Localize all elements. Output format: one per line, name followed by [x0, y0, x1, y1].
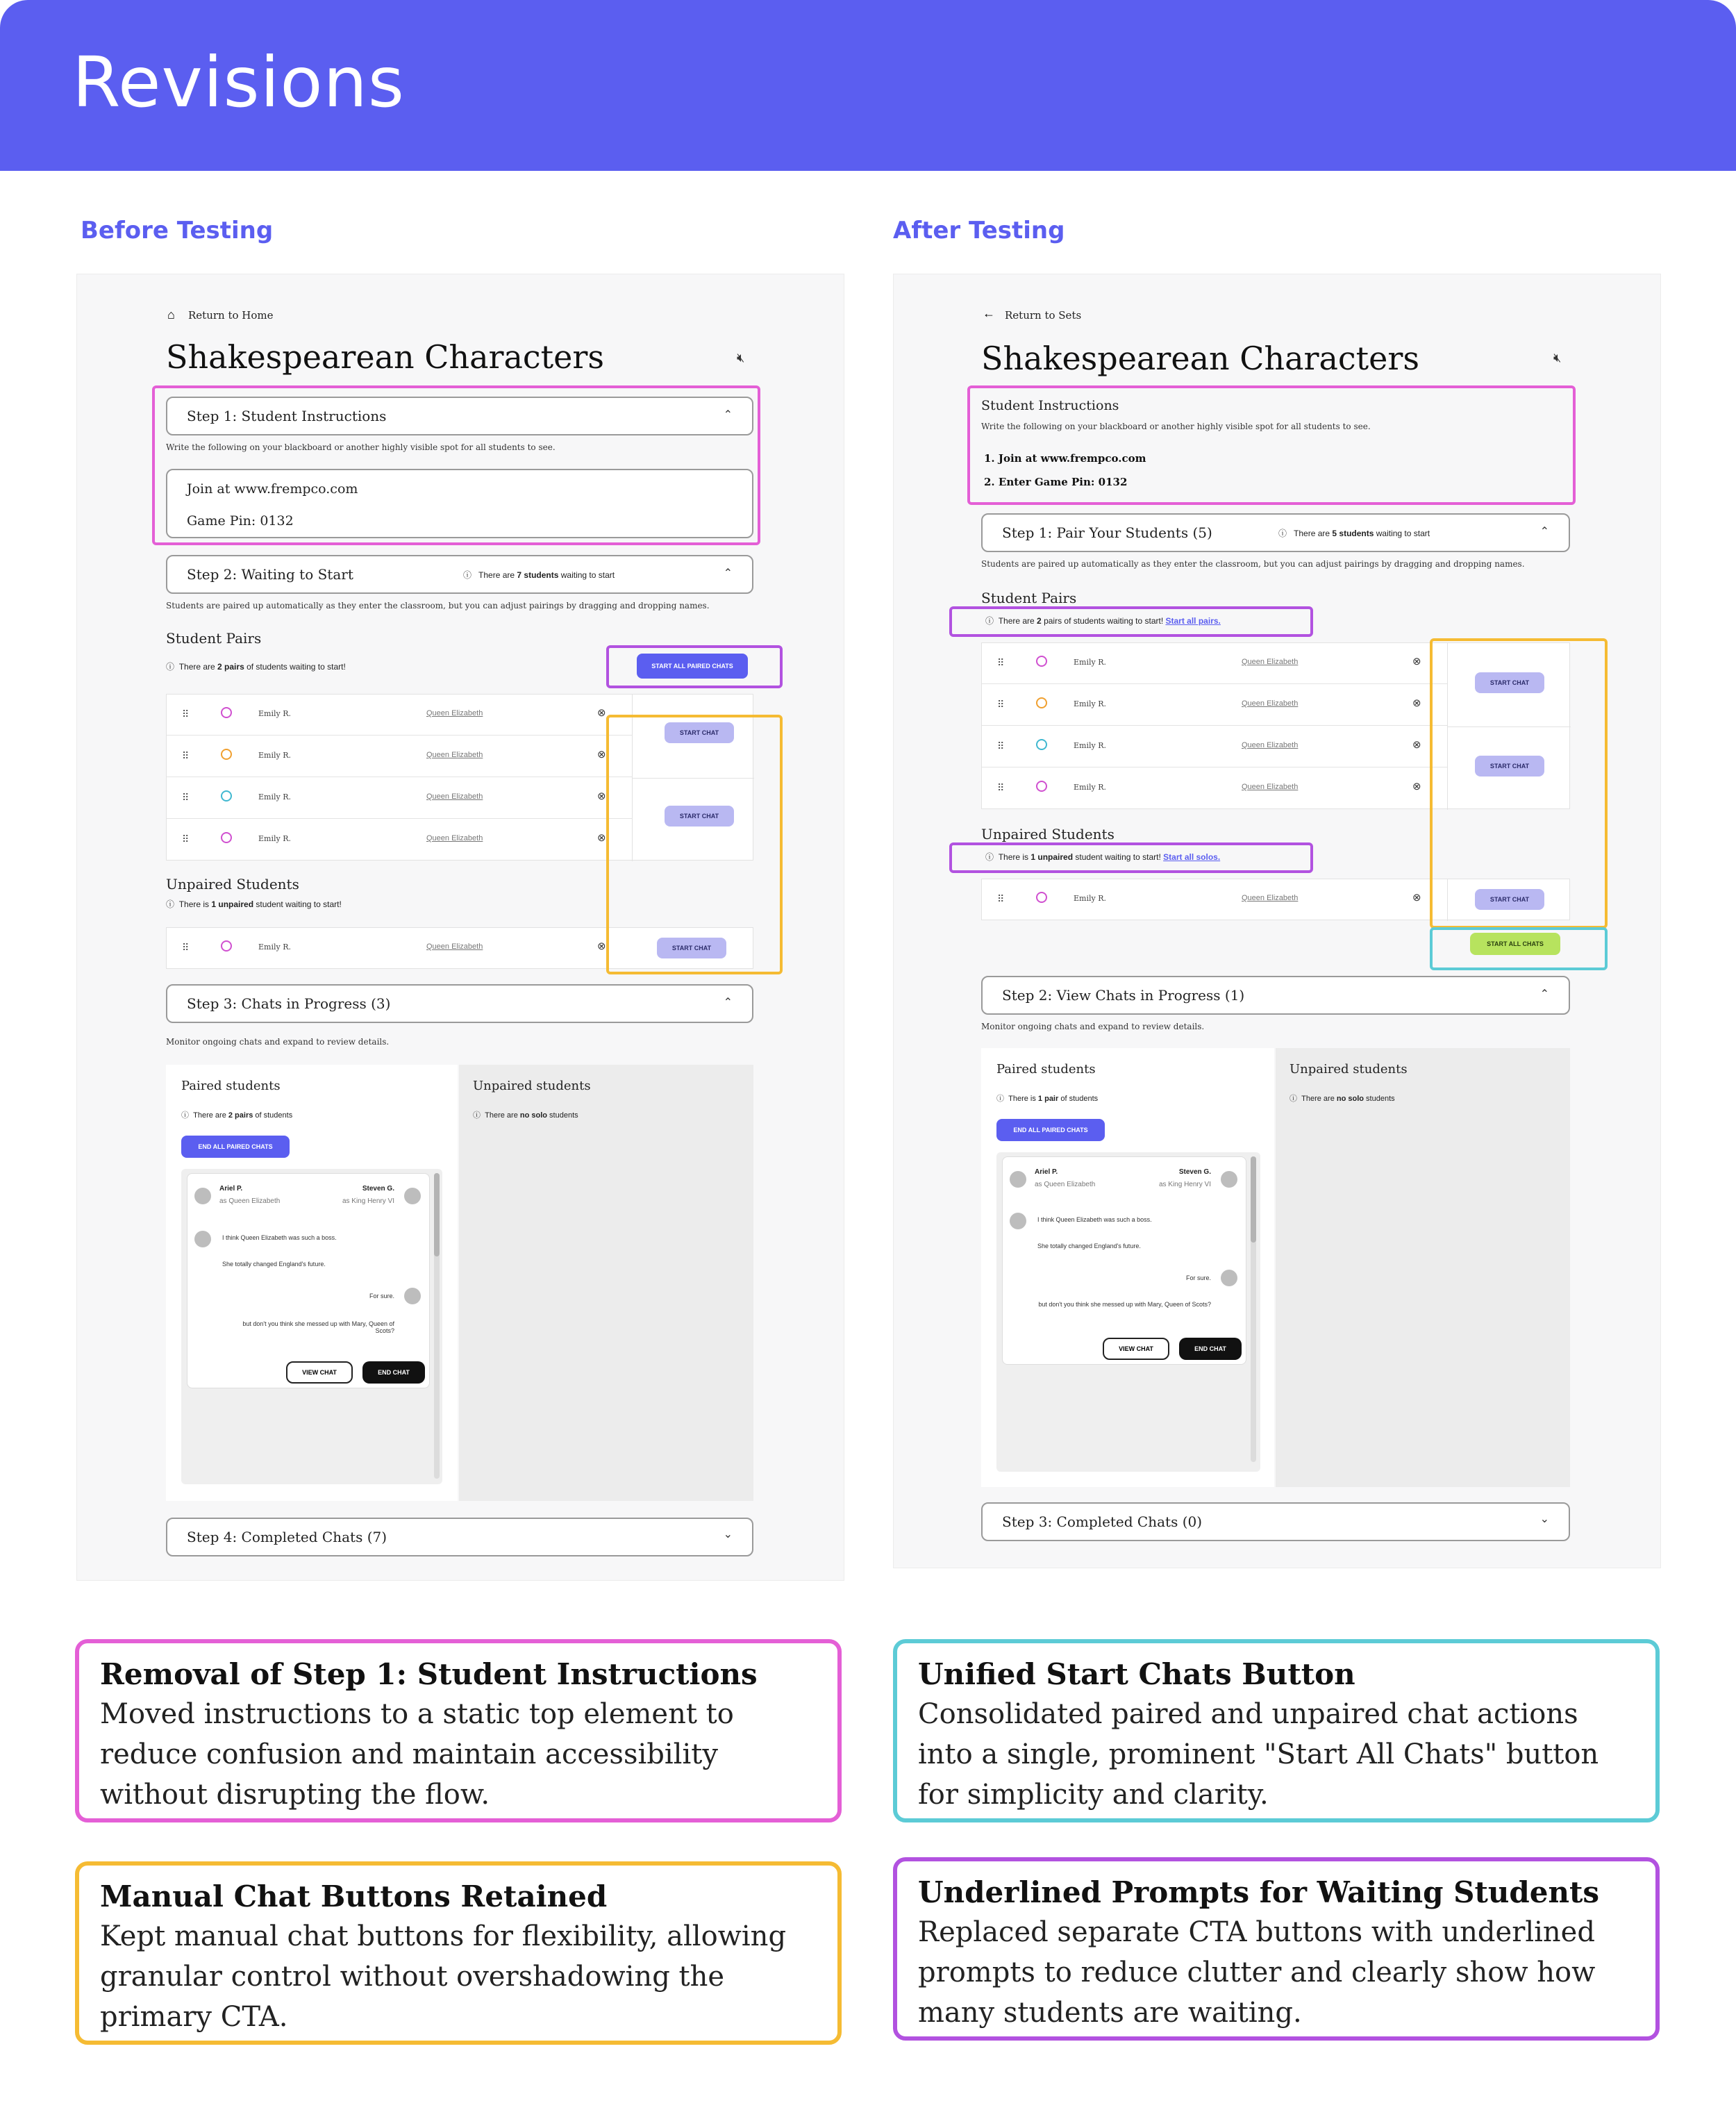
info-icon: ⓘ: [181, 1111, 189, 1120]
chat-message: I think Queen Elizabeth was such a boss.: [1033, 1214, 1156, 1225]
avatar: [1036, 656, 1047, 667]
after-testing-label: After Testing: [893, 217, 1065, 244]
set-title: Shakespearean Characters: [166, 338, 604, 376]
avatar: [404, 1288, 421, 1304]
chat-message: She totally changed England's future.: [218, 1259, 330, 1270]
step3-label: Step 3: Completed Chats (0): [1002, 1513, 1203, 1530]
step1-label: Step 1: Pair Your Students (5): [1002, 524, 1212, 541]
return-home-link[interactable]: Return to Home: [188, 309, 274, 322]
step1-card[interactable]: [981, 513, 1570, 552]
mute-icon[interactable]: 🔇︎: [737, 351, 745, 365]
drag-handle-icon[interactable]: ⠿: [997, 740, 1005, 751]
unpaired-info: ⓘ There is 1 unpaired student waiting to start! Start all solos.: [985, 852, 1221, 862]
drag-handle-icon[interactable]: ⠿: [997, 657, 1005, 668]
arrow-left-icon[interactable]: ←: [983, 306, 995, 320]
end-all-paired-chats-button[interactable]: END ALL PAIRED CHATS: [181, 1136, 290, 1158]
remove-icon[interactable]: ⊗: [1412, 739, 1421, 751]
info-icon: ⓘ: [996, 1095, 1004, 1103]
remove-icon[interactable]: ⊗: [1412, 697, 1421, 709]
note-underlined-prompts: [893, 1857, 1660, 2041]
step2-card[interactable]: [981, 976, 1570, 1015]
step2-label: Step 2: View Chats in Progress (1): [1002, 987, 1245, 1004]
start-chat-button[interactable]: START CHAT: [1475, 756, 1544, 777]
drag-handle-icon[interactable]: ⠿: [997, 699, 1005, 710]
highlight-student-instructions: [967, 385, 1576, 505]
note-instructions-removal: [75, 1639, 842, 1822]
scrollbar-thumb[interactable]: [434, 1173, 440, 1256]
step3-card[interactable]: [166, 984, 753, 1023]
chat-list: [181, 1169, 442, 1484]
chevron-up-icon[interactable]: ⌃: [1539, 988, 1549, 1000]
chevron-up-icon[interactable]: ⌃: [1539, 526, 1549, 538]
info-icon: ⓘ: [166, 662, 175, 672]
chat-card: Ariel P. as Queen Elizabeth Steven G. as King Henry VI I think Queen Elizabeth was such a boss. She totally changed England's future. For sure. but don't you think she messed up with Mary, Queen of Scots? VIEW CHAT END CHAT: [1002, 1156, 1246, 1365]
step3-note: Monitor ongoing chats and expand to review details.: [166, 1037, 390, 1047]
avatar: [404, 1188, 421, 1204]
start-chat-button[interactable]: START CHAT: [657, 938, 726, 958]
drag-handle-icon[interactable]: ⠿: [182, 942, 190, 953]
info-icon: ⓘ: [1278, 529, 1287, 538]
remove-icon[interactable]: ⊗: [597, 832, 606, 844]
note-title: Unified Start Chats Button: [918, 1657, 1355, 1691]
table-row[interactable]: ⠿ Emily R. Queen Elizabeth ⊗: [997, 892, 1421, 904]
unpaired-students-panel: [1276, 1048, 1570, 1487]
remove-icon[interactable]: ⊗: [597, 749, 606, 761]
avatar: [1010, 1171, 1026, 1188]
highlight-start-all-chats: [1430, 927, 1608, 970]
table-row[interactable]: ⠿ Emily R. Queen Elizabeth ⊗: [167, 778, 632, 819]
remove-icon[interactable]: ⊗: [1412, 781, 1421, 792]
view-chat-button[interactable]: VIEW CHAT: [286, 1361, 353, 1384]
highlight-start-all-paired: [606, 645, 783, 688]
chat-message: I think Queen Elizabeth was such a boss.: [218, 1232, 341, 1243]
highlight-manual-chat-buttons: [606, 715, 783, 974]
step4-card[interactable]: [166, 1518, 753, 1556]
chevron-down-icon[interactable]: ⌄: [1539, 1513, 1549, 1525]
drag-handle-icon[interactable]: ⠿: [182, 792, 190, 803]
highlight-pairs-prompt: [949, 606, 1313, 637]
avatar: [194, 1188, 211, 1204]
chevron-down-icon[interactable]: ⌄: [723, 1529, 733, 1540]
info-icon: ⓘ: [473, 1111, 481, 1120]
step2-note: Monitor ongoing chats and expand to review details.: [981, 1022, 1205, 1031]
after-screenshot: [893, 274, 1661, 1568]
student-pairs-heading: Student Pairs: [166, 630, 262, 647]
step2-card[interactable]: [166, 555, 753, 594]
highlight-student-instructions: [152, 385, 760, 545]
unpaired-heading: Unpaired Students: [166, 876, 299, 892]
paired-info: ⓘ There is 1 pair of students: [996, 1095, 1099, 1103]
avatar: [221, 940, 232, 952]
info-icon: ⓘ: [166, 899, 175, 909]
avatar: [1036, 892, 1047, 903]
step2-note: Students are paired up automatically as they enter the classroom, but you can adjust pairings by dragging and dropping names.: [166, 601, 710, 611]
info-icon: ⓘ: [463, 570, 472, 580]
remove-icon[interactable]: ⊗: [1412, 656, 1421, 667]
instructions-heading: Student Instructions: [981, 398, 1119, 413]
unpaired-panel-info: ⓘ There are no solo students: [473, 1111, 578, 1120]
note-unified-start: [893, 1639, 1660, 1822]
avatar: [221, 790, 232, 802]
start-all-paired-chats-button[interactable]: START ALL PAIRED CHATS: [637, 654, 748, 679]
avatar: [221, 749, 232, 760]
before-screenshot: [76, 274, 844, 1581]
chevron-up-icon[interactable]: ⌃: [723, 409, 733, 421]
remove-icon[interactable]: ⊗: [597, 940, 606, 952]
avatar: [194, 1231, 211, 1247]
step2-info: ⓘ There are 7 students waiting to start: [463, 570, 615, 580]
unpaired-info: ⓘ There is 1 unpaired student waiting to start!: [166, 899, 342, 909]
note-title: Manual Chat Buttons Retained: [100, 1879, 608, 1913]
drag-handle-icon[interactable]: ⠿: [997, 893, 1005, 904]
info-icon: ⓘ: [1290, 1095, 1297, 1103]
chat-message: She totally changed England's future.: [1033, 1240, 1145, 1252]
unpaired-heading: Unpaired Students: [981, 826, 1115, 842]
start-chat-button[interactable]: START CHAT: [1475, 672, 1544, 693]
step1-info: ⓘ There are 5 students waiting to start: [1278, 529, 1430, 538]
instructions-note: Write the following on your blackboard or another highly visible spot for all students to see.: [981, 422, 1371, 431]
table-row[interactable]: ⠿ Emily R. Queen Elizabeth ⊗: [182, 940, 606, 953]
instruction-join: 1. Join at www.frempco.com: [984, 452, 1146, 465]
drag-handle-icon[interactable]: ⠿: [182, 750, 190, 761]
pairs-info: ⓘ There are 2 pairs of students waiting to start!: [166, 662, 346, 672]
note-manual-buttons: [75, 1861, 842, 2045]
unpaired-students-heading: Unpaired students: [473, 1079, 591, 1093]
drag-handle-icon[interactable]: ⠿: [182, 708, 190, 720]
step1-note: Students are paired up automatically as they enter the classroom, but you can adjust pairings by dragging and dropping names.: [981, 559, 1525, 569]
start-chat-button[interactable]: START CHAT: [665, 722, 734, 743]
paired-info: ⓘ There are 2 pairs of students: [181, 1111, 293, 1120]
chat-card: Ariel P. as Queen Elizabeth Steven G. as King Henry VI I think Queen Elizabeth was such a boss. She totally changed England's future. For sure. but don't you think she messed up with Mary, Queen of Scots? VIEW CHAT END CHAT: [187, 1173, 430, 1388]
table-row[interactable]: ⠿ Emily R. Queen Elizabeth ⊗: [167, 695, 632, 736]
step1-note: Write the following on your blackboard or another highly visible spot for all students to see.: [166, 442, 556, 452]
unpaired-students-heading: Unpaired students: [1290, 1062, 1408, 1077]
start-all-solos-link[interactable]: Start all solos.: [1163, 852, 1221, 862]
chevron-up-icon[interactable]: ⌃: [723, 567, 733, 579]
unpaired-panel-info: ⓘ There are no solo students: [1290, 1095, 1395, 1103]
avatar: [221, 707, 232, 718]
avatar: [1036, 697, 1047, 708]
table-row[interactable]: ⠿ Emily R. Queen Elizabeth ⊗: [982, 726, 1447, 767]
note-title: Removal of Step 1: Student Instructions: [100, 1657, 758, 1691]
home-icon: ⌂: [167, 308, 175, 322]
table-row[interactable]: ⠿ Emily R. Queen Elizabeth ⊗: [182, 832, 606, 845]
pin-text: Game Pin: 0132: [187, 513, 294, 529]
chevron-up-icon[interactable]: ⌃: [723, 997, 733, 1008]
note-title: Underlined Prompts for Waiting Students: [918, 1875, 1600, 1909]
paired-students-panel: [981, 1048, 1274, 1487]
step3-card[interactable]: [981, 1502, 1570, 1541]
step1-label: Step 1: Student Instructions: [187, 408, 387, 424]
remove-icon[interactable]: ⊗: [1412, 892, 1421, 904]
start-all-pairs-link[interactable]: Start all pairs.: [1165, 616, 1221, 626]
remove-icon[interactable]: ⊗: [597, 790, 606, 802]
table-row[interactable]: ⠿ Emily R. Queen Elizabeth ⊗: [982, 685, 1447, 726]
avatar: [221, 832, 232, 843]
end-all-paired-chats-button[interactable]: END ALL PAIRED CHATS: [996, 1119, 1105, 1141]
page-title: Revisions: [72, 42, 406, 123]
step2-label: Step 2: Waiting to Start: [187, 566, 353, 583]
paired-students-panel: [166, 1065, 458, 1501]
end-chat-button[interactable]: END CHAT: [1179, 1338, 1242, 1360]
chat-message: but don't you think she messed up with Mary, Queen of Scots?: [1033, 1299, 1215, 1310]
view-chat-button[interactable]: VIEW CHAT: [1103, 1338, 1169, 1360]
join-text: Join at www.frempco.com: [187, 481, 358, 497]
end-chat-button[interactable]: END CHAT: [362, 1361, 425, 1384]
paired-students-heading: Paired students: [181, 1079, 281, 1093]
drag-handle-icon[interactable]: ⠿: [182, 833, 190, 845]
avatar: [1221, 1270, 1237, 1286]
highlight-manual-chat-buttons: [1430, 638, 1608, 929]
start-chat-button[interactable]: START CHAT: [665, 806, 734, 827]
avatar: [1010, 1213, 1026, 1229]
note-body: Replaced separate CTA buttons with underlined prompts to reduce clutter and clearly show how many students are waiting.: [918, 1916, 1596, 2029]
scrollbar-thumb[interactable]: [1251, 1156, 1256, 1243]
avatar: [1036, 781, 1047, 792]
unpaired-students-panel: [459, 1065, 753, 1501]
remove-icon[interactable]: ⊗: [597, 707, 606, 719]
start-all-chats-button[interactable]: START ALL CHATS: [1470, 933, 1560, 955]
table-row[interactable]: ⠿ Emily R. Queen Elizabeth ⊗: [997, 781, 1421, 793]
instruction-pin: 2. Enter Game Pin: 0132: [984, 476, 1128, 488]
mute-icon[interactable]: 🔇︎: [1553, 351, 1562, 365]
chat-message: but don't you think she messed up with Mary, Queen of Scots?: [218, 1318, 399, 1336]
return-sets-link[interactable]: Return to Sets: [1005, 309, 1082, 322]
chat-message: For sure.: [1182, 1272, 1215, 1284]
start-chat-button[interactable]: START CHAT: [1475, 889, 1544, 910]
note-body: Kept manual chat buttons for flexibility, allowing granular control without overshadowing the primary CTA.: [100, 1920, 787, 2033]
info-icon: ⓘ: [985, 616, 994, 626]
chat-list: [996, 1152, 1260, 1472]
pairs-info: ⓘ There are 2 pairs of students waiting to start! Start all pairs.: [985, 616, 1221, 626]
table-row[interactable]: ⠿ Emily R. Queen Elizabeth ⊗: [982, 643, 1447, 684]
highlight-unpaired-prompt: [949, 842, 1313, 873]
table-row[interactable]: ⠿ Emily R. Queen Elizabeth ⊗: [167, 736, 632, 777]
info-icon: ⓘ: [985, 852, 994, 862]
paired-students-heading: Paired students: [996, 1062, 1096, 1077]
step3-label: Step 3: Chats in Progress (3): [187, 995, 391, 1012]
student-pairs-heading: Student Pairs: [981, 590, 1077, 606]
note-body: Moved instructions to a static top element to reduce confusion and maintain accessibility without disrupting the flow.: [100, 1698, 734, 1811]
before-testing-label: Before Testing: [81, 217, 274, 244]
drag-handle-icon[interactable]: ⠿: [997, 782, 1005, 793]
note-body: Consolidated paired and unpaired chat actions into a single, prominent "Start All Chats" button for simplicity and clarity.: [918, 1698, 1599, 1811]
step4-label: Step 4: Completed Chats (7): [187, 1529, 387, 1545]
chat-message: For sure.: [365, 1290, 399, 1302]
set-title: Shakespearean Characters: [981, 340, 1419, 377]
avatar: [1221, 1171, 1237, 1188]
avatar: [1036, 739, 1047, 750]
